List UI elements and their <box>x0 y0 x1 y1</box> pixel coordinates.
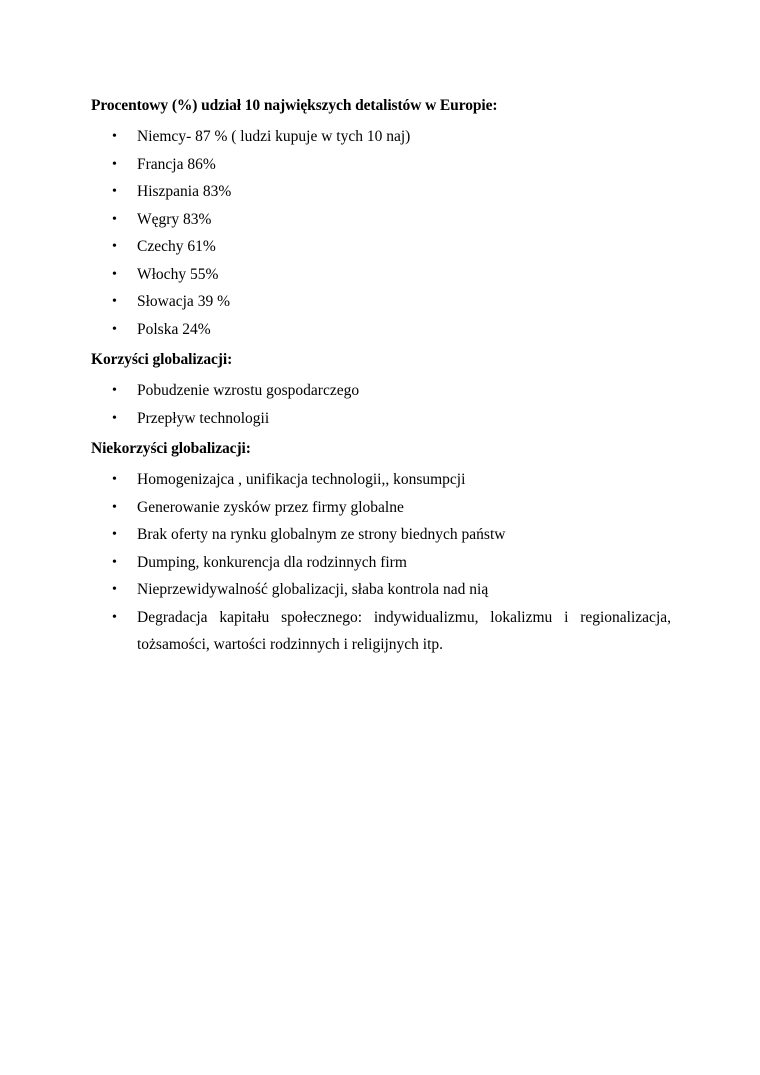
retailers-list <box>91 123 671 343</box>
list-item <box>91 494 671 522</box>
bullet-icon: • <box>112 184 117 199</box>
list-item-text: Degradacja kapitału społecznego: indywidualizmu, lokalizmu i regionalizacja, tożsamości, wartości rodzinnych i religijnych itp. <box>137 608 671 653</box>
list-item-text: Homogenizajca , unifikacja technologii,, konsumpcji <box>137 471 466 488</box>
list-item-text: Pobudzenie wzrostu gospodarczego <box>137 382 360 399</box>
list-item <box>91 466 671 494</box>
benefits-list <box>91 377 671 432</box>
bullet-icon: • <box>112 239 117 254</box>
bullet-icon: • <box>112 582 117 597</box>
section-heading-retailers: Procentowy (%) udział 10 największych detalistów w Europie: <box>91 97 498 114</box>
list-item <box>91 123 671 151</box>
bullet-icon: • <box>112 321 117 337</box>
list-item <box>91 151 671 179</box>
document-content <box>91 96 671 659</box>
list-item-text: Hiszpania 83% <box>137 183 232 200</box>
list-item <box>91 288 671 316</box>
list-item <box>91 316 671 344</box>
list-item-text: Czechy 61% <box>137 238 216 255</box>
list-item-text: Brak oferty na rynku globalnym ze strony biednych państw <box>137 526 506 543</box>
bullet-icon: • <box>112 410 117 426</box>
bullet-icon: • <box>112 527 117 542</box>
bullet-icon: • <box>112 383 117 398</box>
section-heading-drawbacks: Niekorzyści globalizacji: <box>91 440 251 457</box>
list-item-text: Węgry 83% <box>137 210 212 228</box>
list-item <box>91 521 671 549</box>
list-item <box>91 261 671 289</box>
bullet-icon: • <box>112 156 117 172</box>
bullet-icon: • <box>112 554 117 570</box>
list-item-text: Dumping, konkurencja dla rodzinnych firm <box>137 553 407 571</box>
list-item-text: Polska 24% <box>137 320 211 338</box>
drawbacks-list <box>91 466 671 659</box>
list-item-text: Słowacja 39 % <box>137 293 230 310</box>
section-heading-benefits: Korzyści globalizacji: <box>91 351 233 368</box>
list-item <box>91 233 671 261</box>
list-item-text: Niemcy- 87 % ( ludzi kupuje w tych 10 naj) <box>137 128 411 145</box>
bullet-icon: • <box>112 609 117 625</box>
list-item-text: Włochy 55% <box>137 265 219 283</box>
list-item <box>91 377 671 405</box>
list-item-text: Przepływ technologii <box>137 409 270 427</box>
list-item <box>91 576 671 604</box>
bullet-icon: • <box>112 129 117 144</box>
bullet-icon: • <box>112 499 117 515</box>
bullet-icon: • <box>112 266 117 282</box>
list-item-text: Francja 86% <box>137 155 216 173</box>
bullet-icon: • <box>112 472 117 487</box>
list-item-text: Nieprzewidywalność globalizacji, słaba kontrola nad nią <box>137 581 489 598</box>
list-item <box>91 604 671 659</box>
list-item <box>91 178 671 206</box>
list-item-text: Generowanie zysków przez firmy globalne <box>137 498 404 516</box>
list-item <box>91 206 671 234</box>
list-item <box>91 549 671 577</box>
list-item <box>91 405 671 433</box>
bullet-icon: • <box>112 294 117 309</box>
bullet-icon: • <box>112 211 117 227</box>
